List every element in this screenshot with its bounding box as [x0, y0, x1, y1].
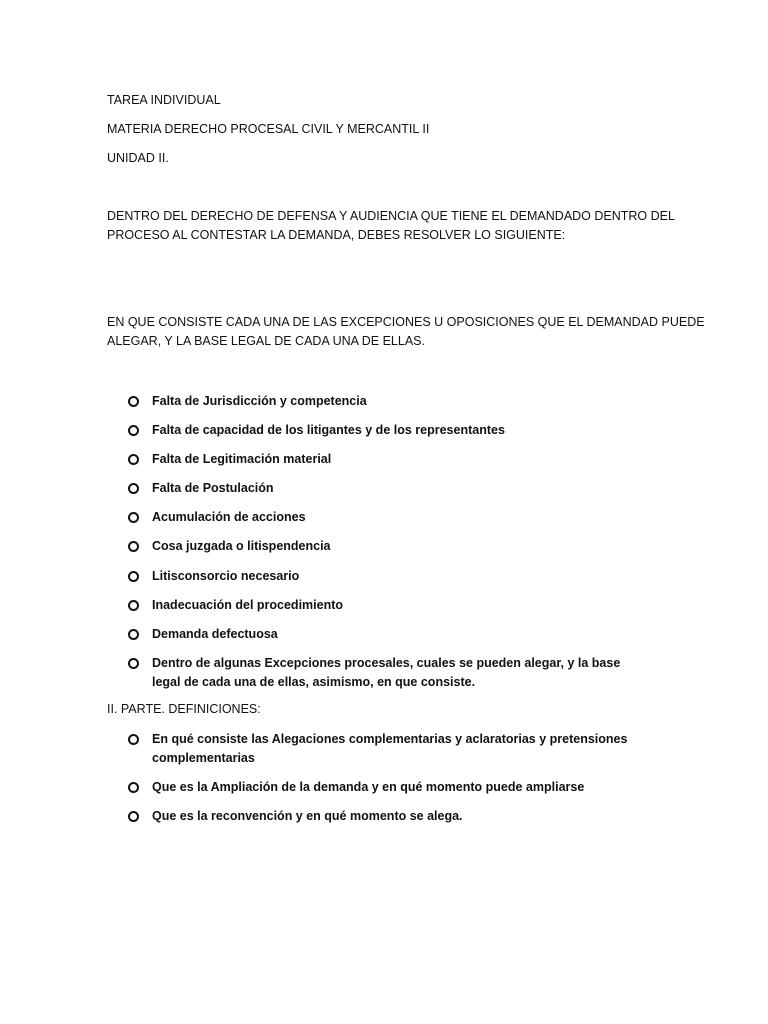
part-two-title: II. PARTE. DEFINICIONES:	[107, 702, 261, 716]
header-unit: UNIDAD II.	[107, 151, 169, 165]
circle-bullet-icon	[128, 734, 139, 745]
list-item-text: En qué consiste las Alegaciones complementarias y aclaratorias y pretensiones complementarias	[152, 732, 628, 765]
intro-line-2: PROCESO AL CONTESTAR LA DEMANDA, DEBES RESOLVER LO SIGUIENTE:	[107, 228, 566, 242]
intro-line-1: DENTRO DEL DERECHO DE DEFENSA Y AUDIENCIA QUE TIENE EL DEMANDADO DENTRO DEL	[107, 209, 675, 223]
question-line-2: ALEGAR, Y LA BASE LEGAL DE CADA UNA DE ELLAS.	[107, 334, 425, 348]
circle-bullet-icon	[128, 600, 139, 611]
circle-bullet-icon	[128, 782, 139, 793]
list-item-text: Falta de capacidad de los litigantes y de los representantes	[152, 423, 505, 437]
list-item-text: Inadecuación del procedimiento	[152, 598, 344, 612]
list-item-text: Que es la Ampliación de la demanda y en qué momento puede ampliarse	[152, 780, 585, 794]
circle-bullet-icon	[128, 571, 139, 582]
circle-bullet-icon	[128, 658, 139, 669]
header-subject: MATERIA DERECHO PROCESAL CIVIL Y MERCANTIL II	[107, 122, 430, 136]
list-item-text: Falta de Postulación	[152, 481, 274, 495]
circle-bullet-icon	[128, 811, 139, 822]
circle-bullet-icon	[128, 629, 139, 640]
list-item-text: Dentro de algunas Excepciones procesales, cuales se pueden alegar, y la base legal de cada una de ellas, asimismo, en que consiste.	[152, 656, 621, 689]
list-item-text: Acumulación de acciones	[152, 510, 306, 524]
circle-bullet-icon	[128, 483, 139, 494]
circle-bullet-icon	[128, 541, 139, 552]
question-line-1: EN QUE CONSISTE CADA UNA DE LAS EXCEPCIONES U OPOSICIONES QUE EL DEMANDAD PUEDE	[107, 315, 705, 329]
circle-bullet-icon	[128, 425, 139, 436]
circle-bullet-icon	[128, 396, 139, 407]
circle-bullet-icon	[128, 454, 139, 465]
circle-bullet-icon	[128, 512, 139, 523]
header-title: TAREA INDIVIDUAL	[107, 93, 221, 107]
list-item-text: Cosa juzgada o litispendencia	[152, 539, 331, 553]
list-item-text: Demanda defectuosa	[152, 627, 278, 641]
list-item-text: Falta de Legitimación material	[152, 452, 332, 466]
list-item-text: Litisconsorcio necesario	[152, 569, 300, 583]
list-item-text: Falta de Jurisdicción y competencia	[152, 394, 367, 408]
list-item-text: Que es la reconvención y en qué momento se alega.	[152, 809, 463, 823]
